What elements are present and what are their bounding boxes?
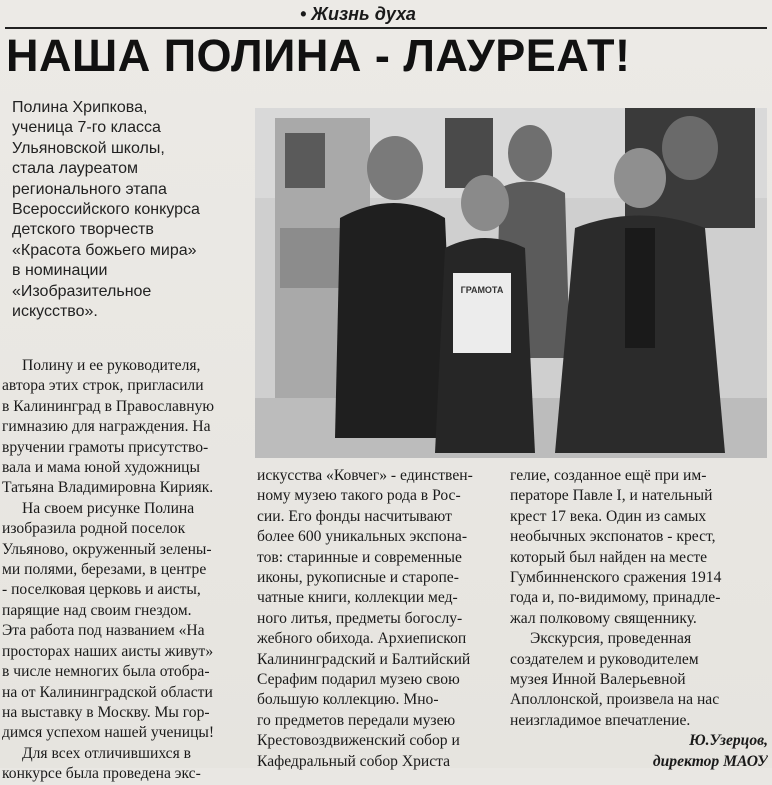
text-line: Ульяново, окруженный зелены- xyxy=(2,540,212,558)
lead-line: Всероссийского конкурса xyxy=(12,201,200,219)
article-column-3 xyxy=(510,466,768,772)
photo-illustration xyxy=(255,108,767,458)
text-line: искусства «Ковчег» - единствен- xyxy=(257,467,473,484)
text-line: гимназию для награждения. На xyxy=(2,418,211,436)
text-line: большую коллекцию. Мно- xyxy=(257,691,439,709)
article-lead xyxy=(12,98,237,322)
text-line: года и, по-видимому, принадле- xyxy=(510,589,721,607)
text-line: Татьяна Владимировна Кирияк. xyxy=(2,479,214,497)
text-line: ного литья, предметы богослу- xyxy=(257,609,463,627)
text-line: просторах наших аисты живут» xyxy=(2,642,214,660)
text-line: Эта работа под названием «На xyxy=(2,622,205,640)
text-line: который был найден на месте xyxy=(510,548,708,566)
text-line: Аполлонской, произвела на нас xyxy=(510,691,720,709)
article-column-1 xyxy=(2,356,237,785)
article-column-2 xyxy=(257,466,497,772)
text-line: Полину и ее руководителя, xyxy=(22,357,201,374)
signature-name: Ю.Узерцов, xyxy=(689,732,768,750)
text-line: димся успехом нашей ученицы! xyxy=(2,724,215,742)
text-line: Экскурсия, проведенная xyxy=(530,630,692,648)
rubric-divider xyxy=(5,27,767,29)
text-line: иконы, рукописные и старопе- xyxy=(257,569,459,587)
text-line: ми полями, березами, в центре xyxy=(2,561,207,579)
text-line: необычных экспонатов - крест, xyxy=(510,528,716,546)
text-line: На своем рисунке Полина xyxy=(22,499,195,517)
text-line: - поселковая церковь и аисты, xyxy=(2,581,201,599)
lead-line: искусство». xyxy=(12,303,98,321)
lead-line: стала лауреатом xyxy=(12,160,138,178)
text-line: крест 17 века. Один из самых xyxy=(510,507,707,525)
text-line: парящие над своим гнездом. xyxy=(2,601,192,619)
lead-line: регионального этапа xyxy=(12,180,167,198)
text-line: Крестовоздвиженский собор и xyxy=(257,732,460,750)
text-line: чатные книги, коллекции мед- xyxy=(257,589,458,607)
article-photo xyxy=(255,108,767,458)
text-line: сии. Его фонды насчитывают xyxy=(257,507,452,525)
text-line: Для всех отличившихся в xyxy=(22,744,192,762)
text-line: конкурсе была проведена экс- xyxy=(2,765,201,783)
diploma-title: ГРАМОТА xyxy=(460,285,504,295)
text-line: Серафим подарил музею свою xyxy=(257,671,460,689)
text-line: в числе немногих была отобра- xyxy=(2,663,210,681)
text-line: Калининградский и Балтийский xyxy=(257,650,471,668)
text-line: изобразила родной поселок xyxy=(2,520,186,538)
text-line: вала и мама юной художницы xyxy=(2,459,201,477)
text-line: на выставку в Москву. Мы гор- xyxy=(2,703,210,721)
text-line: ному музею такого рода в Рос- xyxy=(257,487,461,505)
text-line: неизгладимое впечатление. xyxy=(510,711,691,729)
text-line: музея Инной Валерьевной xyxy=(510,671,686,689)
lead-line: «Красота божьего мира» xyxy=(12,241,197,259)
lead-line: в номинации xyxy=(12,262,108,280)
text-line: Гумбинненского сражения 1914 xyxy=(510,569,722,587)
lead-line: ученица 7-го класса xyxy=(12,119,161,137)
lead-line: Ульяновской школы, xyxy=(12,139,165,157)
text-line: тов: старинные и современные xyxy=(257,548,462,566)
text-line: Кафедральный собор Христа xyxy=(257,752,451,770)
text-line: в Калининград в Православную xyxy=(2,397,215,415)
text-line: вручении грамоты присутство- xyxy=(2,438,209,456)
text-line: создателем и руководителем xyxy=(510,650,699,668)
signature-role: директор МАОУ xyxy=(652,752,768,770)
lead-line: Полина Хрипкова, xyxy=(12,99,148,116)
text-line: го предметов передали музею xyxy=(257,711,456,729)
text-line: автора этих строк, пригласили xyxy=(2,377,204,395)
text-line: жебного обихода. Архиепископ xyxy=(257,630,467,648)
lead-line: детского творчеств xyxy=(12,221,154,239)
text-line: ператоре Павле I, и нательный xyxy=(510,487,713,505)
lead-line: «Изобразительное xyxy=(12,282,152,300)
text-line: жал полковому священнику. xyxy=(510,609,697,627)
text-line: на от Калининградской области xyxy=(2,683,213,701)
rubric-label: • Жизнь духа xyxy=(300,4,416,24)
article-headline: НАША ПОЛИНА - ЛАУРЕАТ! xyxy=(6,30,631,81)
text-line: гелие, созданное ещё при им- xyxy=(510,467,707,484)
text-line: более 600 уникальных экспона- xyxy=(257,528,468,546)
